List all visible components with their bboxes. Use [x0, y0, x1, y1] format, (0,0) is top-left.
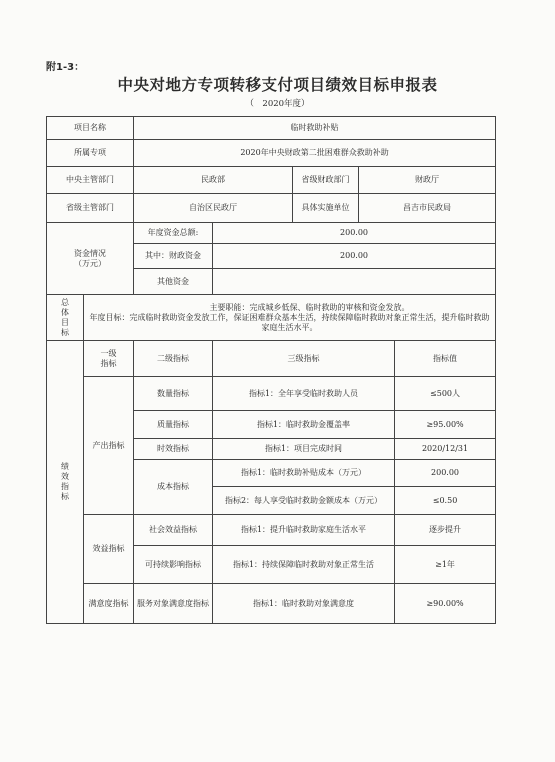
quality-text: 指标1：临时救助金覆盖率 [213, 411, 395, 439]
row-project-name [47, 117, 496, 140]
goal-line-1: 主要职能：完成城乡低保、临时救助的审核和资金发放。 [209, 302, 410, 312]
service-label: 服务对象满意度指标 [134, 584, 213, 624]
cost-value-2: ≤0.50 [395, 487, 496, 515]
row-goal [47, 295, 496, 341]
quantity-value: ≤500人 [395, 377, 496, 411]
quality-value: ≥95.00% [395, 411, 496, 439]
header-level2: 二级指标 [134, 341, 213, 377]
row-satisfaction [47, 584, 496, 624]
cost-value-1: 200.00 [395, 460, 496, 487]
social-text: 指标1：提升临时救助家庭生活水平 [213, 515, 395, 546]
cost-text-2: 指标2：每人享受临时救助金额成本（万元） [213, 487, 395, 515]
impl-unit-value: 昌吉市民政局 [359, 194, 496, 223]
funds-other-label: 其他资金 [134, 269, 213, 295]
quality-label: 质量指标 [134, 411, 213, 439]
service-text: 指标1：临时救助对象满意度 [213, 584, 395, 624]
prov-dept-value: 自治区民政厅 [134, 194, 293, 223]
page-title: 中央对地方专项转移支付项目绩效目标申报表 [117, 76, 438, 94]
special-value: 2020年中央财政第二批困难群众救助补助 [134, 140, 496, 167]
funds-other-value [213, 269, 496, 295]
goal-text [84, 295, 496, 341]
cost-label: 成本指标 [134, 460, 213, 515]
timeliness-text: 指标1：项目完成时间 [213, 439, 395, 460]
social-value: 逐步提升 [395, 515, 496, 546]
central-dept-label: 中央主管部门 [47, 167, 134, 194]
sustain-label: 可持续影响指标 [134, 546, 213, 584]
row-prov-dept [47, 194, 496, 223]
row-indicator-header [47, 341, 496, 377]
funds-fiscal-label: 其中：财政资金 [134, 244, 213, 269]
row-social [47, 515, 496, 546]
sustain-value: ≥1年 [395, 546, 496, 584]
special-label: 所属专项 [47, 140, 134, 167]
row-special [47, 140, 496, 167]
prov-fin-value: 财政厅 [359, 167, 496, 194]
row-quantity [47, 377, 496, 411]
timeliness-label: 时效指标 [134, 439, 213, 460]
project-name-value: 临时救助补贴 [134, 117, 496, 140]
goal-line-2: 年度目标：完成临时救助资金发放工作，保证困难群众基本生活，持续保障临时救助对象正常生活，提升临时救助家庭生活水平。 [89, 312, 490, 332]
funds-label: 资金情况 （万元） [47, 223, 134, 295]
row-funds-total [47, 223, 496, 244]
prov-fin-label: 省级财政部门 [293, 167, 359, 194]
social-label: 社会效益指标 [134, 515, 213, 546]
prov-dept-label: 省级主管部门 [47, 194, 134, 223]
header-level1: 一级 指标 [84, 341, 134, 377]
cost-text-1: 指标1：临时救助补贴成本（万元） [213, 460, 395, 487]
quantity-label: 数量指标 [134, 377, 213, 411]
funds-fiscal-value: 200.00 [213, 244, 496, 269]
performance-table [46, 116, 496, 624]
central-dept-value: 民政部 [134, 167, 293, 194]
benefit-label: 效益指标 [84, 515, 134, 584]
sustain-text: 指标1：持续保障临时救助对象正常生活 [213, 546, 395, 584]
service-value: ≥90.00% [395, 584, 496, 624]
impl-unit-label: 具体实施单位 [293, 194, 359, 223]
quantity-text: 指标1：全年享受临时救助人员 [213, 377, 395, 411]
output-label: 产出指标 [84, 377, 134, 515]
row-central-dept [47, 167, 496, 194]
header-level3: 三级指标 [213, 341, 395, 377]
header-value: 指标值 [395, 341, 496, 377]
project-name-label: 项目名称 [47, 117, 134, 140]
goal-label: 总 体 目 标 [47, 295, 84, 341]
indicators-label: 绩 效 指 标 [47, 341, 84, 624]
timeliness-value: 2020/12/31 [395, 439, 496, 460]
funds-total-value: 200.00 [213, 223, 496, 244]
satisfaction-label: 满意度指标 [84, 584, 134, 624]
funds-total-label: 年度资金总额: [134, 223, 213, 244]
year-label: （ 2020年度） [245, 99, 310, 109]
annex-label: 附1-3： [46, 62, 85, 73]
